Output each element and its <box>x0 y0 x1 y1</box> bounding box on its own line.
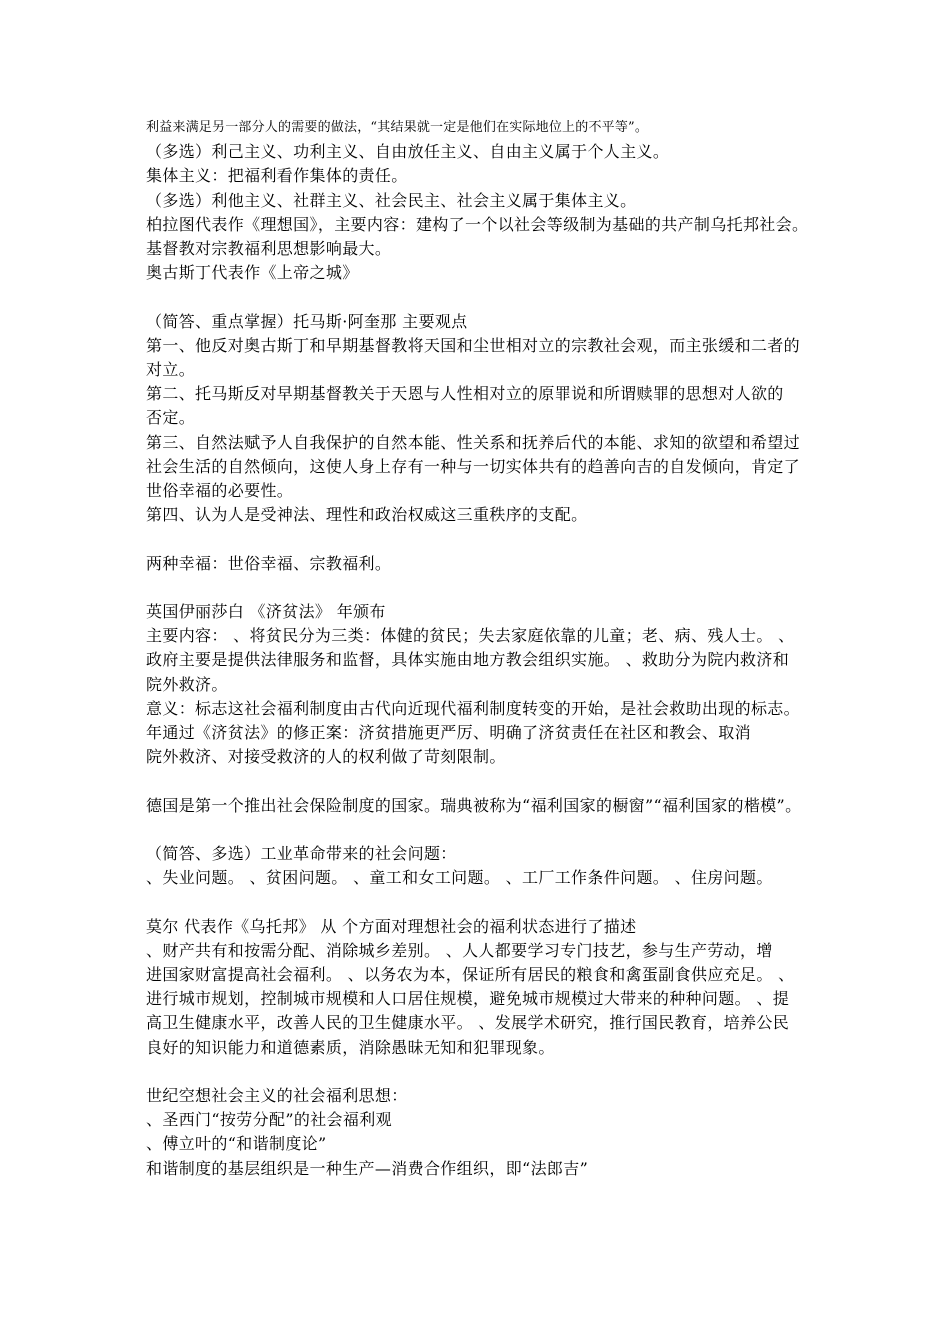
document-page <box>146 116 816 1181</box>
text-line: 、圣西门“按劳分配”的社会福利观 <box>146 1110 392 1130</box>
text-line: 高卫生健康水平，改善人民的卫生健康水平。 、发展学术研究，推行国民教育，培养公民 <box>146 1013 790 1033</box>
text-line: 、财产共有和按需分配、消除城乡差别。 、人人都要学习专门技艺，参与生产劳动，增 <box>146 940 773 960</box>
text-line: 柏拉图代表作《理想国》，主要内容：建构了一个以社会等级制为基础的共产制乌托邦社会。 <box>146 214 809 234</box>
blank-line <box>146 818 816 842</box>
text-line: 集体主义：把福利看作集体的责任。 <box>146 166 408 186</box>
text-line: 奥古斯丁代表作《上帝之城》 <box>146 263 359 283</box>
text-line: 社会生活的自然倾向，这使人身上存有一种与一切实体共有的趋善向吉的自发倾向，肯定了 <box>146 456 801 476</box>
text-line: 良好的知识能力和道德素质，消除愚昧无知和犯罪现象。 <box>146 1037 555 1057</box>
text-line: 第一、他反对奥古斯丁和早期基督教将天国和尘世相对立的宗教社会观，而主张缓和二者的 <box>146 335 801 355</box>
text-line: 莫尔 代表作《乌托邦》 从 个方面对理想社会的福利状态进行了描述 <box>146 916 637 936</box>
text-line: （简答、多选）工业革命带来的社会问题： <box>146 844 457 864</box>
text-line: 利益来满足另一部分人的需要的做法，“其结果就一定是他们在实际地位上的不平等”。 <box>146 120 649 135</box>
blank-line <box>146 527 816 551</box>
blank-line <box>146 285 816 309</box>
text-line: 进行城市规划，控制城市规模和人口居住规模，避免城市规模过大带来的种种问题。 、提 <box>146 989 790 1009</box>
text-line: 院外救济。 <box>146 674 228 694</box>
text-line: 否定。 <box>146 408 196 428</box>
text-line: 基督教对宗教福利思想影响最大。 <box>146 239 392 259</box>
text-line: 世俗幸福的必要性。 <box>146 481 294 501</box>
blank-line <box>146 890 816 914</box>
text-line: 对立。 <box>146 360 196 380</box>
text-line: 政府主要是提供法律服务和监督，具体实施由地方教会组织实施。 、救助分为院内救济和 <box>146 650 790 670</box>
text-line: 两种幸福：世俗幸福、宗教福利。 <box>146 553 392 573</box>
text-line: 、失业问题。 、贫困问题。 、童工和女工问题。 、工厂工作条件问题。 、住房问题。 <box>146 868 773 888</box>
text-line: 第二、托马斯反对早期基督教关于天恩与人性相对立的原罪说和所谓赎罪的思想对人欲的 <box>146 384 784 404</box>
text-line: 英国伊丽莎白 《济贫法》 年颁布 <box>146 602 386 622</box>
text-line: （多选）利他主义、社群主义、社会民主、社会主义属于集体主义。 <box>146 190 637 210</box>
text-line: 第四、认为人是受神法、理性和政治权威这三重秩序的支配。 <box>146 505 588 525</box>
text-line: （多选）利己主义、功利主义、自由放任主义、自由主义属于个人主义。 <box>146 142 670 162</box>
text-line: 和谐制度的基层组织是一种生产—消费合作组织，即“法郎吉” <box>146 1158 589 1178</box>
blank-line <box>146 769 816 793</box>
text-line: 意义：标志这社会福利制度由古代向近现代福利制度转变的开始，是社会救助出现的标志。 <box>146 698 801 718</box>
blank-line <box>146 1060 816 1084</box>
text-line: 主要内容： 、将贫民分为三类：体健的贫民；失去家庭依靠的儿童；老、病、残人士。 、 <box>146 626 795 646</box>
text-line: 世纪空想社会主义的社会福利思想： <box>146 1086 408 1106</box>
text-line: 院外救济、对接受救济的人的权利做了苛刻限制。 <box>146 747 506 767</box>
text-line: 第三、自然法赋予人自我保护的自然本能、性关系和抚养后代的本能、求知的欲望和希望过 <box>146 432 801 452</box>
text-line: 进国家财富提高社会福利。 、以务农为本，保证所有居民的粮食和禽蛋副食供应充足。 、 <box>146 965 795 985</box>
text-line: 、傅立叶的“和谐制度论” <box>146 1134 327 1154</box>
text-line: 德国是第一个推出社会保险制度的国家。瑞典被称为“福利国家的橱窗”“福利国家的楷模”。 <box>146 795 802 815</box>
text-line: 年通过《济贫法》的修正案：济贫措施更严厉、明确了济贫责任在社区和教会、取消 <box>146 723 751 743</box>
blank-line <box>146 576 816 600</box>
text-line: （简答、重点掌握）托马斯·阿奎那 主要观点 <box>146 311 468 331</box>
